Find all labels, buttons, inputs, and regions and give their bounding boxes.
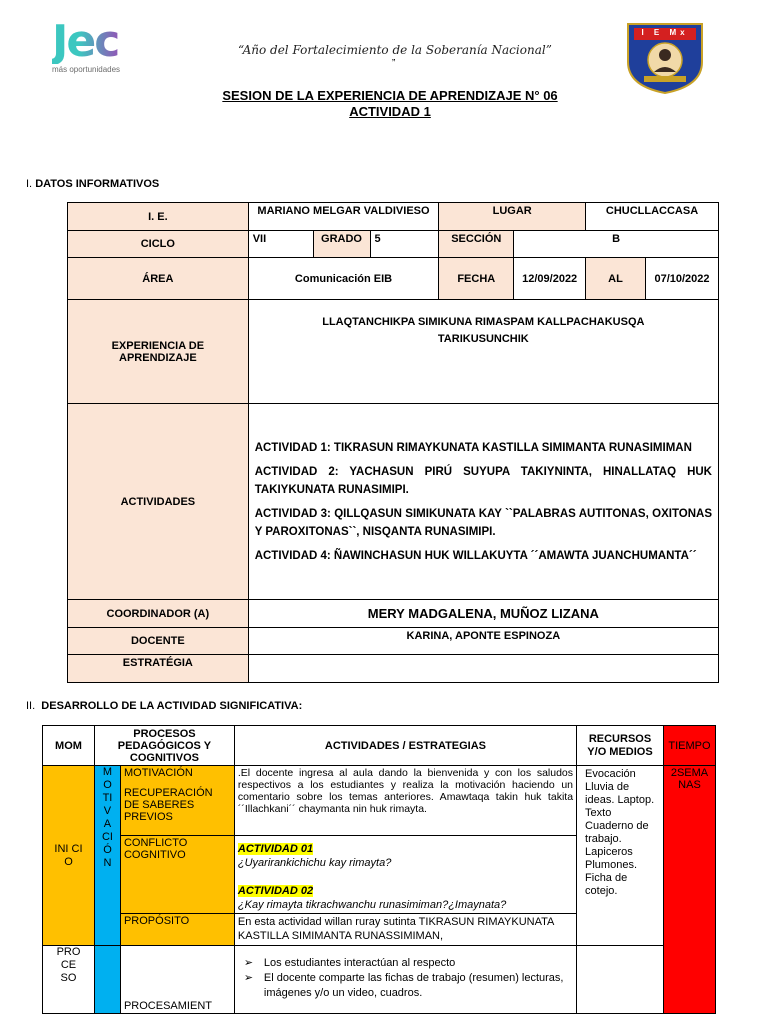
section-1-label: DATOS INFORMATIVOS [35, 178, 160, 190]
section-1-heading [26, 178, 159, 190]
actividades-list [248, 404, 718, 600]
lugar-value: CHUCLLACCASA [586, 203, 719, 231]
procesamiento-label: PROCESAMIENT [123, 1000, 212, 1012]
motivacion-label: MOTIVACIÓN [123, 767, 193, 779]
grado-value: 5 [370, 231, 439, 258]
section-2-heading [26, 700, 302, 712]
coordinador-label: COORDINADOR (A) [68, 600, 249, 628]
actividad-conflicto [234, 836, 576, 914]
fecha-value: 12/09/2022 [514, 258, 586, 300]
section-2-number: II. [26, 700, 36, 712]
actividad-02-question: ¿Kay rimayta tikrachwanchu runasimiman? [237, 899, 449, 911]
area-label: ÁREA [68, 258, 249, 300]
inicio-label: INI CI O [54, 842, 83, 868]
development-table [42, 725, 716, 1014]
proceso-blue-cell [94, 946, 120, 1014]
ciclo-value: VII [248, 231, 313, 258]
ie-value: MARIANO MELGAR VALDIVIESO [248, 203, 439, 231]
seccion-label: SECCIÓN [439, 231, 514, 258]
header-tiempo: TIEMPO [663, 726, 715, 766]
experiencia-value: LLAQTANCHIKPA SIMIKUNA RIMASPAM KALLPACHAKUSQA TARIKUSUNCHIK [248, 300, 718, 404]
actividad-procesamiento [234, 946, 576, 1014]
motto-mark: ” [392, 58, 396, 69]
school-emblem [624, 22, 706, 94]
actividad-item: ACTIVIDAD 3: QILLQASUN SIMIKUNATA KAY ``PALABRAS AUTITONAS, OXITONAS Y PAROXITONAS``, NISQANTA RUNASIMIPI. [254, 507, 712, 538]
grado-label: GRADO [313, 231, 370, 258]
actividad-02-question-b: ¿Imaynata? [448, 899, 507, 911]
coordinador-value: MERY MADGALENA, MUÑOZ LIZANA [248, 600, 718, 628]
procesamiento-bullet: ➢ Los estudiantes interactúan al respecto [264, 956, 573, 971]
header-actividades: ACTIVIDADES / ESTRATEGIAS [234, 726, 576, 766]
jec-logo [52, 16, 142, 76]
procesamiento-cell [120, 946, 234, 1014]
info-table [67, 202, 719, 683]
actividad-motivacion: .El docente ingresa al aula dando la bienvenida y con los saludos respectivos a los estudiantes y realiza la motivación haciendo un comentario sobre los temas anteriores. Amawtaqa takin huk takita ´´Illachkani´´ chaymanta nin huk rimayta. [234, 766, 576, 836]
docente-label: DOCENTE [68, 628, 249, 655]
proceso-moment [43, 946, 95, 1014]
seccion-value: B [514, 231, 719, 258]
jec-logo-subtitle: más oportunidades [52, 65, 121, 74]
year-motto: “Año del Fortalecimiento de la Soberanía Nacional” [238, 43, 552, 57]
recursos-empty [577, 946, 664, 1014]
estrategia-value [248, 655, 718, 683]
section-2-label: DESARROLLO DE LA ACTIVIDAD SIGNIFICATIVA: [41, 700, 303, 712]
actividad-01-question: ¿Uyarirankichichu kay rimayta? [237, 857, 392, 869]
recuperacion-label: RECUPERACIÓN DE SABERES PREVIOS [123, 787, 213, 823]
procesamiento-bullet: ➢ El docente comparte las fichas de trabajo (resumen) lecturas, imágenes y/o un video, cuadros. [264, 971, 573, 1001]
fecha-label: FECHA [439, 258, 514, 300]
actividad-item: ACTIVIDAD 1: TIKRASUN RIMAYKUNATA KASTILLA SIMIMANTA RUNASIMIMAN [254, 441, 692, 454]
al-label: AL [586, 258, 646, 300]
proceso-motivacion [120, 766, 234, 836]
motivacion-vertical-label: MOTIVACIÓN [101, 766, 113, 869]
docente-value: KARINA, APONTE ESPINOZA [248, 628, 718, 655]
header-procesos: PROCESOS PEDAGÓGICOS Y COGNITIVOS [94, 726, 234, 766]
actividad-item: ACTIVIDAD 2: YACHASUN PIRÚ SUYUPA TAKIYNINTA, HINALLATAQ HUK TAKIYKUNATA RUNASIMIPI. [254, 465, 712, 496]
tiempo-cell: 2SEMANAS [663, 766, 715, 1014]
procesamiento-bullets [238, 956, 573, 1001]
ie-label: I. E. [68, 203, 249, 231]
actividad-02-tag: ACTIVIDAD 02 [237, 885, 314, 897]
section-1-number: I. [26, 178, 33, 190]
jec-logo-text: Jec [52, 20, 142, 64]
area-value: Comunicación EIB [248, 258, 439, 300]
emblem-letters: I E Mx [641, 28, 689, 37]
estrategia-label: ESTRATÉGIA [68, 655, 249, 683]
conflicto-label: CONFLICTO COGNITIVO [120, 836, 234, 914]
session-title: SESION DE LA EXPERIENCIA DE APRENDIZAJE N° 06 [222, 88, 558, 103]
lugar-label: LUGAR [439, 203, 586, 231]
recursos-cell: Evocación Lluvia de ideas. Laptop. Texto Cuaderno de trabajo. Lapiceros Plumones. Ficha de cotejo. [577, 766, 664, 946]
actividad-proposito: En esta actividad willan ruray sutinta TIKRASUN RIMAYKUNATA KASTILLA SIMIMANTA RUNASSIMIMAN, [234, 914, 576, 946]
motivacion-vertical [94, 766, 120, 946]
header-recursos: RECURSOS Y/O MEDIOS [577, 726, 664, 766]
header-mom: MOM [43, 726, 95, 766]
proposito-label: PROPÓSITO [120, 914, 234, 946]
ciclo-label: CICLO [68, 231, 249, 258]
actividad-item: ACTIVIDAD 4: ÑAWINCHASUN HUK WILLAKUYTA ´´AMAWTA JUANCHUMANTA´´ [254, 549, 697, 562]
actividad-01-tag: ACTIVIDAD 01 [237, 843, 314, 855]
al-value: 07/10/2022 [645, 258, 718, 300]
inicio-moment [43, 766, 95, 946]
experiencia-label: EXPERIENCIA DE APRENDIZAJE [68, 300, 249, 404]
proceso-label: PRO CE SO [56, 946, 81, 984]
activity-subtitle: ACTIVIDAD 1 [349, 104, 431, 119]
actividades-label: ACTIVIDADES [68, 404, 249, 600]
